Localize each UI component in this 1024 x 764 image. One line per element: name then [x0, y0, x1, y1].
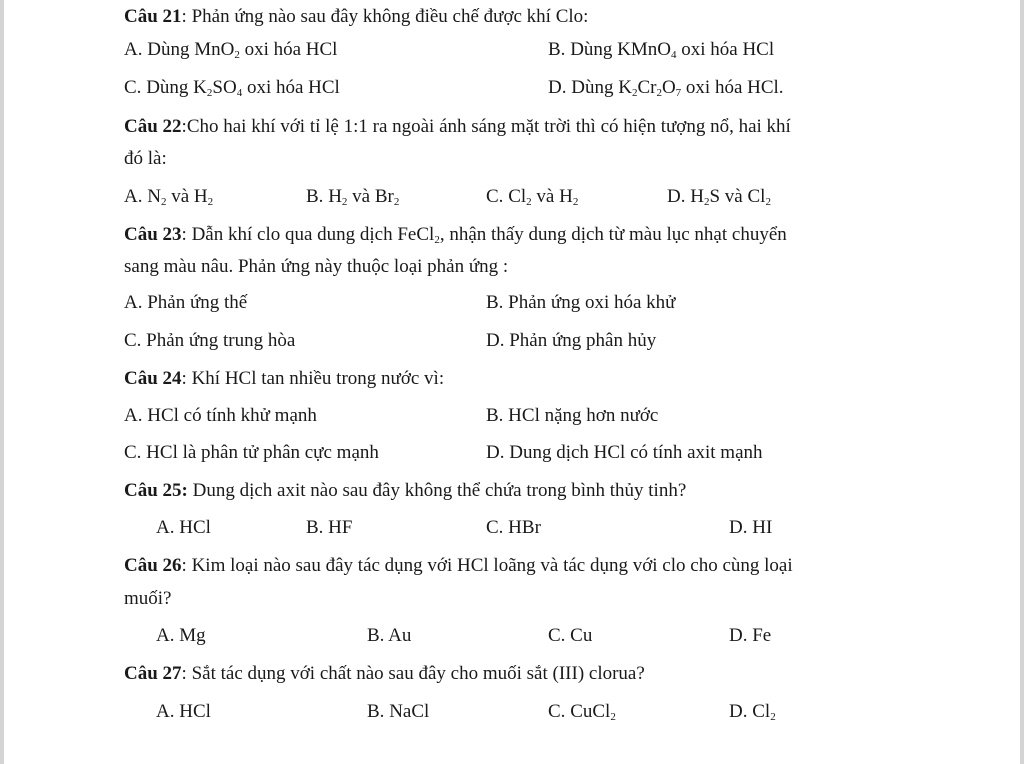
question-label: Câu 23: [124, 224, 182, 245]
question-22-stem-line-2: [4, 144, 1020, 174]
option-d: D. $H_2S$ và $Cl_2$: [667, 186, 771, 208]
question-26-stem-line-1: [4, 551, 1020, 581]
question-24-options-row-1: [4, 401, 1020, 431]
question-text: : Sắt tác dụng với chất nào sau đây cho muối sắt (III) clorua?: [181, 663, 645, 684]
question-text: : Khí HCl tan nhiều trong nước vì:: [181, 368, 445, 389]
question-text: : Kim loại nào sau đây tác dụng với HCl loãng và tác dụng với clo cho cùng loại: [181, 555, 793, 576]
question-21-options-row-2: [4, 73, 1020, 103]
question-text: sang màu nâu. Phản ứng này thuộc loại phản ứng :: [124, 256, 509, 277]
question-23-options-row-1: [4, 288, 1020, 318]
question-text: : Phản ứng nào sau đây không điều chế được khí Clo:: [181, 6, 589, 27]
question-label: Câu 26: [124, 555, 182, 576]
option-b: B. HCl nặng hơn nước: [486, 405, 659, 426]
option-c: C. $Cl_2$ và $H_2$: [486, 186, 579, 208]
question-21-options-row-1: [4, 35, 1020, 65]
option-a: A. Dùng MnO$_2$ oxi hóa HCl: [124, 39, 338, 61]
question-24-stem: [4, 364, 1020, 394]
question-25-options-row: [4, 513, 1020, 543]
option-b: B. Au: [367, 625, 412, 646]
question-22-options-row: [4, 182, 1020, 212]
question-label: Câu 21: [124, 6, 182, 27]
option-c: C. CuCl$_2$: [548, 701, 616, 723]
option-a: A. $N_2$ và $H_2$: [124, 186, 214, 208]
option-c: C. Dùng $K_2SO_4$ oxi hóa HCl: [124, 77, 340, 99]
question-label: Câu 25:: [124, 480, 188, 501]
option-a: A. HCl có tính khử mạnh: [124, 405, 317, 426]
question-23-stem-line-1: Câu 23: Dẫn khí clo qua dung dịch FeCl$_2$, nhận thấy dung dịch từ màu lục nhạt chuyển: [124, 224, 787, 246]
question-text: muối?: [124, 588, 172, 609]
option-d: D. Fe: [729, 625, 772, 646]
question-21-stem: [4, 2, 1020, 32]
question-text: đó là:: [124, 148, 167, 169]
option-b: B. NaCl: [367, 701, 430, 722]
question-26-stem-line-2: [4, 584, 1020, 614]
option-d: D. $Cl_2$: [729, 701, 776, 723]
question-text: Dung dịch axit nào sau đây không thể chứa trong bình thủy tinh?: [187, 480, 687, 501]
question-23-options-row-2: [4, 326, 1020, 356]
option-a: A. HCl: [156, 701, 211, 722]
option-a: A. Mg: [156, 625, 206, 646]
document-page: [4, 0, 1020, 764]
question-text: :Cho hai khí với tỉ lệ 1:1 ra ngoài ánh sáng mặt trời thì có hiện tượng nổ, hai khí: [181, 116, 791, 137]
question-label: Câu 27: [124, 663, 182, 684]
option-d: D. Phản ứng phân hủy: [486, 330, 657, 351]
option-b: B. HF: [306, 517, 353, 538]
option-b: B. Phản ứng oxi hóa khử: [486, 292, 676, 313]
question-26-options-row: [4, 621, 1020, 651]
option-c: C. Phản ứng trung hòa: [124, 330, 296, 351]
option-d: D. Dùng $K_2Cr_2O_7$ oxi hóa HCl.: [548, 77, 784, 99]
option-a: A. Phản ứng thế: [124, 292, 248, 313]
option-c: C. HCl là phân tử phân cực mạnh: [124, 442, 379, 463]
option-c: C. HBr: [486, 517, 541, 538]
question-22-stem-line-1: [4, 112, 1020, 142]
option-b: B. Dùng KMnO$_4$ oxi hóa HCl: [548, 39, 775, 61]
question-27-options-row: [4, 697, 1020, 727]
question-24-options-row-2: [4, 438, 1020, 468]
question-25-stem: [4, 476, 1020, 506]
question-23-stem-line-2: [4, 252, 1020, 282]
question-27-stem: [4, 659, 1020, 689]
option-d: D. Dung dịch HCl có tính axit mạnh: [486, 442, 763, 463]
question-label: Câu 22: [124, 116, 182, 137]
question-label: Câu 24: [124, 368, 182, 389]
option-d: D. HI: [729, 517, 773, 538]
option-c: C. Cu: [548, 625, 593, 646]
option-a: A. HCl: [156, 517, 211, 538]
option-b: B. $H_2$ và $Br_2$: [306, 186, 400, 208]
